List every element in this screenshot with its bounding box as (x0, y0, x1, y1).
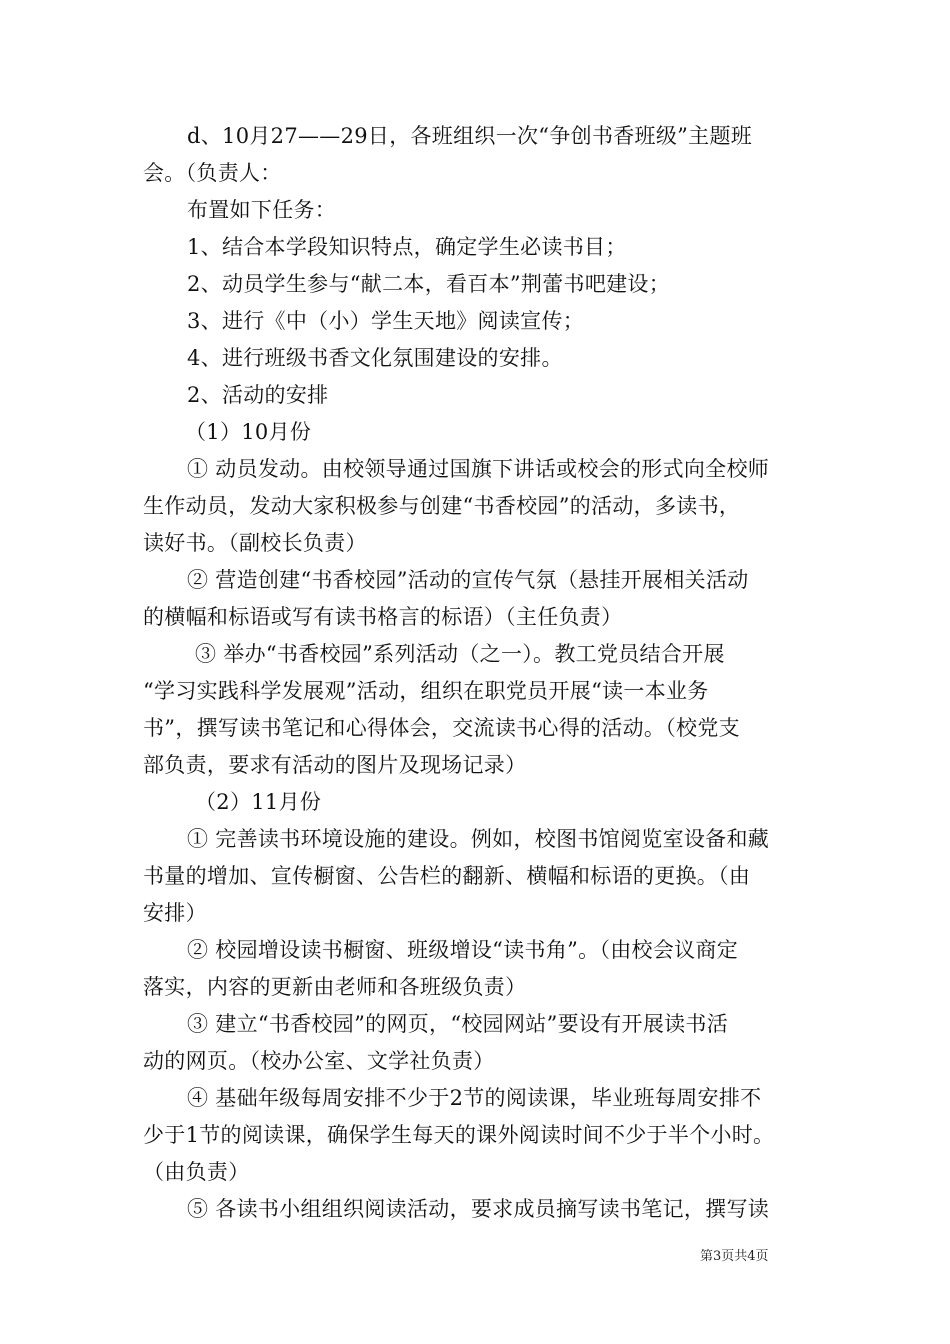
paragraph-line: ⑤ 各读书小组组织阅读活动，要求成员摘写读书笔记，撰写读 (187, 1197, 770, 1221)
paragraph-line: （由负责） (143, 1160, 250, 1184)
paragraph-line: 生作动员，发动大家积极参与创建“书香校园”的活动，多读书， (143, 494, 741, 518)
paragraph-line: 书量的增加、宣传橱窗、公告栏的翻新、横幅和标语的更换。（由 (143, 864, 751, 888)
paragraph-line: 布置如下任务： (187, 198, 337, 222)
list-item: 3、进行《中（小）学生天地》阅读宣传； (187, 309, 585, 333)
paragraph-line: ④ 基础年级每周安排不少于2节的阅读课，毕业班每周安排不 (187, 1086, 762, 1110)
paragraph-line: 的横幅和标语或写有读书格言的标语）（主任负责） (143, 605, 623, 629)
paragraph-line: 落实，内容的更新由老师和各班级负责） (143, 975, 527, 999)
page-number: 第3页共4页 (700, 1249, 769, 1264)
list-item: 2、动员学生参与“献二本，看百本”荆蕾书吧建设； (187, 272, 671, 296)
subsection-heading: （1）10月份 (185, 420, 312, 444)
list-item: 4、进行班级书香文化氛围建设的安排。 (187, 346, 563, 370)
paragraph-line: 动的网页。（校办公室、文学社负责） (143, 1049, 495, 1073)
paragraph-line: “学习实践科学发展观”活动，组织在职党员开展“读一本业务 (143, 679, 709, 703)
section-heading: 2、活动的安排 (187, 383, 329, 407)
paragraph-line: 读好书。（副校长负责） (143, 531, 367, 555)
list-item: 1、结合本学段知识特点，确定学生必读书目； (187, 235, 627, 259)
paragraph-line: ③ 举办“书香校园”系列活动（之一）。教工党员结合开展 (195, 642, 725, 666)
document-body (143, 118, 813, 1228)
paragraph-line: 部负责，要求有活动的图片及现场记录） (143, 753, 527, 777)
paragraph-line: 少于1节的阅读课，确保学生每天的课外阅读时间不少于半个小时。 (143, 1123, 775, 1147)
paragraph-line: ① 完善读书环境设施的建设。例如，校图书馆阅览室设备和藏 (187, 827, 770, 851)
paragraph-line: 安排） (143, 901, 207, 925)
paragraph-line: ③ 建立“书香校园”的网页，“校园网站”要设有开展读书活 (187, 1012, 729, 1036)
paragraph-line: ② 校园增设读书橱窗、班级增设“读书角”。（由校会议商定 (187, 938, 739, 962)
paragraph-line: ② 营造创建“书香校园”活动的宣传气氛（悬挂开展相关活动 (187, 568, 749, 592)
paragraph-line: 会。（负责人： (143, 161, 282, 185)
paragraph-line: 书”，撰写读书笔记和心得体会，交流读书心得的活动。（校党支 (143, 716, 740, 740)
paragraph-line: ① 动员发动。由校领导通过国旗下讲话或校会的形式向全校师 (187, 457, 770, 481)
paragraph-line: d、10月27——29日，各班组织一次“争创书香班级”主题班 (187, 124, 753, 148)
subsection-heading: （2）11月份 (195, 790, 322, 814)
